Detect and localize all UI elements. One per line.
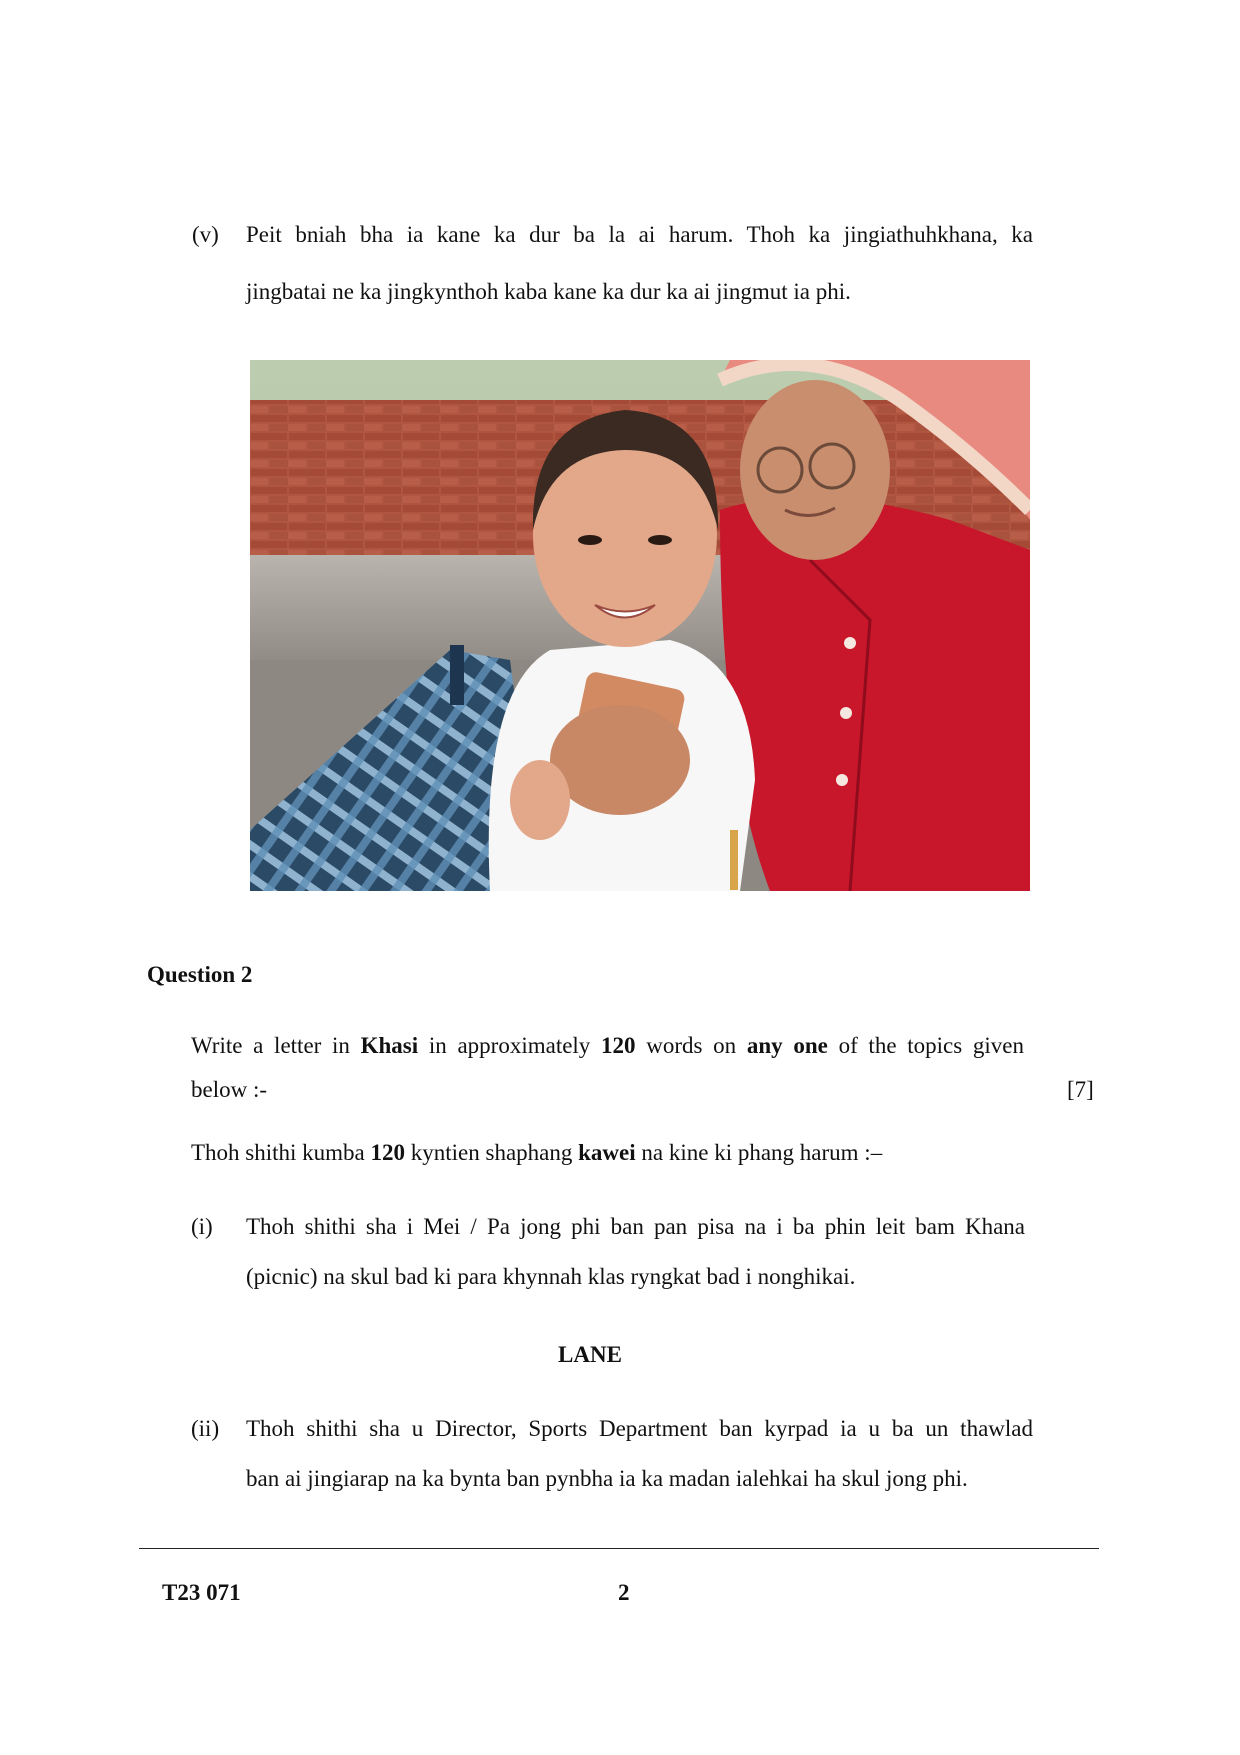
q2-instr-text-3: words on [635,1033,747,1058]
footer-divider [139,1548,1099,1549]
item-i-line-1: Thoh shithi sha i Mei / Pa jong phi ban pan pisa na i ba phin leit bam Khana [246,1214,1025,1239]
khasi-instr-text-1: Thoh shithi kumba [191,1140,371,1165]
q2-instr-text-4: of the topics given [827,1033,1024,1058]
item-v-line-2: jingbatai ne ka jingkynthoh kaba kane ka dur ka ai jingmut ia phi. [246,279,851,304]
item-ii-line-2: ban ai jingiarap na ka bynta ban pynbha ia ka madan ialehkai ha skul jong phi. [246,1466,968,1491]
q2-instruction-line-1 [191,1033,1024,1059]
item-i-line-2: (picnic) na skul bad ki para khynnah klas ryngkat bad i nonghikai. [246,1264,856,1289]
paper-code: T23 071 [162,1580,241,1605]
photo-girl-and-grandmother-with-phone [250,360,1030,891]
khasi-instr-text-3: na kine ki phang harum :– [635,1140,883,1165]
item-ii-line-1: Thoh shithi sha u Director, Sports Department ban kyrpad ia u ba un thawlad [246,1416,1033,1441]
q2-instr-bold-khasi: Khasi [360,1033,419,1058]
item-ii-number: (ii) [191,1416,220,1441]
item-v-line-1: Peit bniah bha ia kane ka dur ba la ai harum. Thoh ka jingiathuhkhana, ka [246,222,1033,247]
page-number: 2 [618,1580,630,1605]
question-2-heading: Question 2 [147,962,253,987]
khasi-instr-bold-120: 120 [370,1140,406,1165]
q2-instr-text-1: Write a letter in [191,1033,361,1058]
q2-instruction-line-2: below :- [191,1077,268,1102]
khasi-instr-text-2: kyntien shaphang [405,1140,579,1165]
q2-instr-bold-any-one: any one [746,1033,828,1058]
item-i-number: (i) [191,1214,213,1239]
q2-khasi-instruction [191,1140,882,1166]
q2-instr-bold-120: 120 [601,1033,636,1058]
q2-marks: [7] [1067,1077,1094,1102]
or-separator: LANE [558,1342,622,1367]
khasi-instr-bold-kawei: kawei [578,1140,636,1165]
q2-instr-text-2: in approximately [418,1033,602,1058]
item-v-number: (v) [192,222,219,247]
